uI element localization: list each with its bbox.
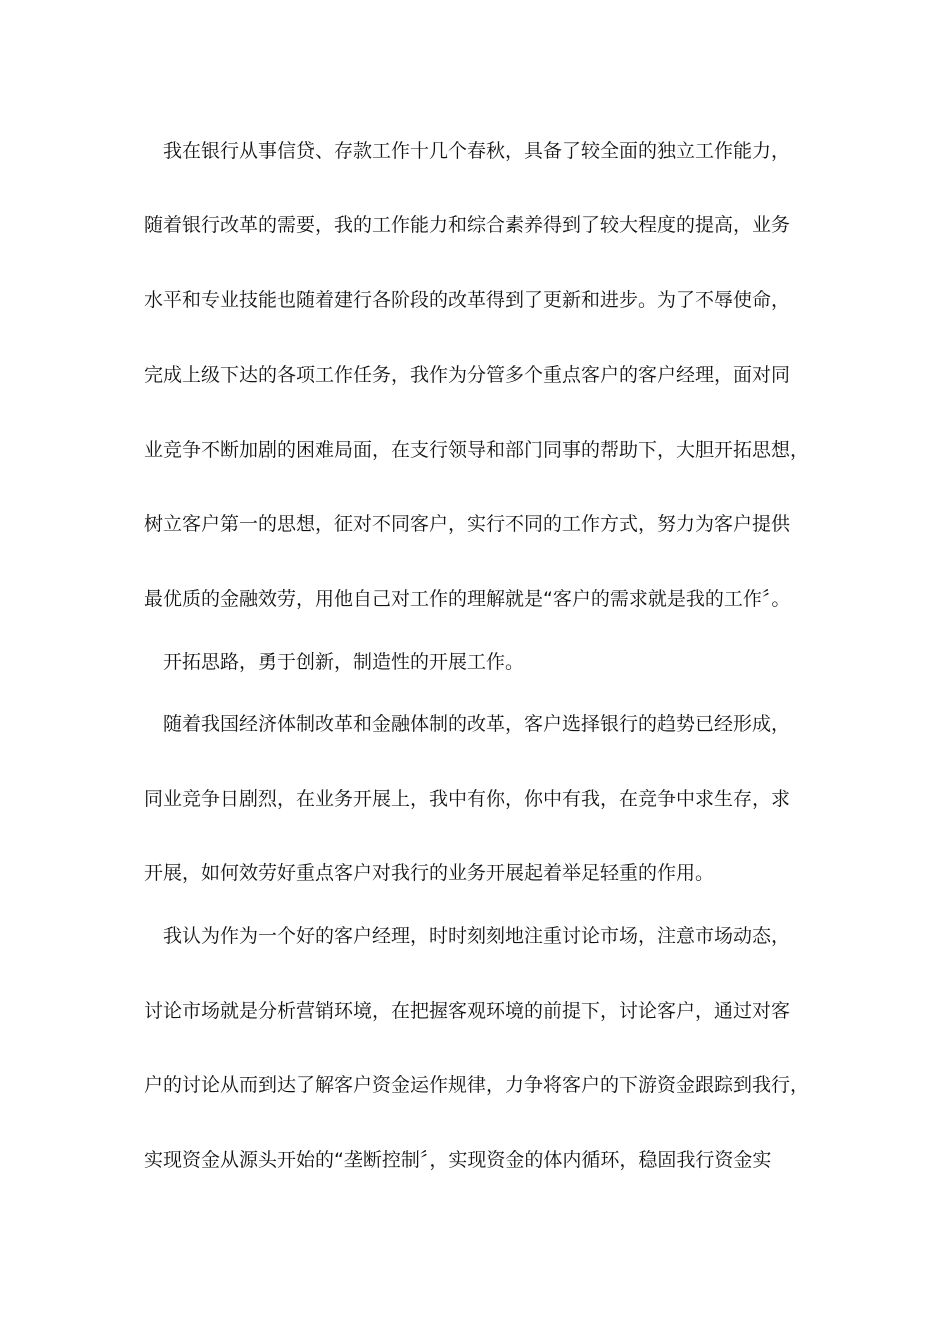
text-line: 随着我国经济体制改革和金融体制的改革，客户选择银行的趋势已经形成， bbox=[163, 713, 791, 735]
text-line: 业竞争不断加剧的困难局面，在支行领导和部门同事的帮助下，大胆开拓思想， bbox=[144, 439, 810, 461]
paragraph-heading: 开拓思路，勇于创新，制造性的开展工作。 bbox=[163, 651, 525, 673]
text-line: 开展，如何效劳好重点客户对我行的业务开展起着举足轻重的作用。 bbox=[144, 862, 715, 884]
text-line: 同业竞争日剧烈，在业务开展上，我中有你，你中有我，在竞争中求生存，求 bbox=[144, 788, 791, 810]
text-line: 讨论市场就是分析营销环境，在把握客观环境的前提下，讨论客户，通过对客 bbox=[144, 1000, 791, 1022]
text-line: 树立客户第一的思想，征对不同客户，实行不同的工作方式，努力为客户提供 bbox=[144, 513, 791, 535]
text-line: 完成上级下达的各项工作任务，我作为分管多个重点客户的客户经理，面对同 bbox=[144, 364, 791, 386]
text-line: 我在银行从事信贷、存款工作十几个春秋，具备了较全面的独立工作能力， bbox=[163, 140, 791, 162]
text-line: 我认为作为一个好的客户经理，时时刻刻地注重讨论市场，注意市场动态， bbox=[163, 925, 791, 947]
text-line: 水平和专业技能也随着建行各阶段的改革得到了更新和进步。为了不辱使命， bbox=[144, 289, 791, 311]
text-line: 最优质的金融效劳，用他自己对工作的理解就是“客户的需求就是我的工作〞。 bbox=[144, 588, 791, 610]
text-line: 户的讨论从而到达了解客户资金运作规律，力争将客户的下游资金跟踪到我行， bbox=[144, 1074, 810, 1096]
text-line: 实现资金从源头开始的“垄断控制〞，实现资金的体内循环，稳固我行资金实 bbox=[144, 1149, 772, 1171]
text-line: 随着银行改革的需要，我的工作能力和综合素养得到了较大程度的提高，业务 bbox=[144, 214, 791, 236]
